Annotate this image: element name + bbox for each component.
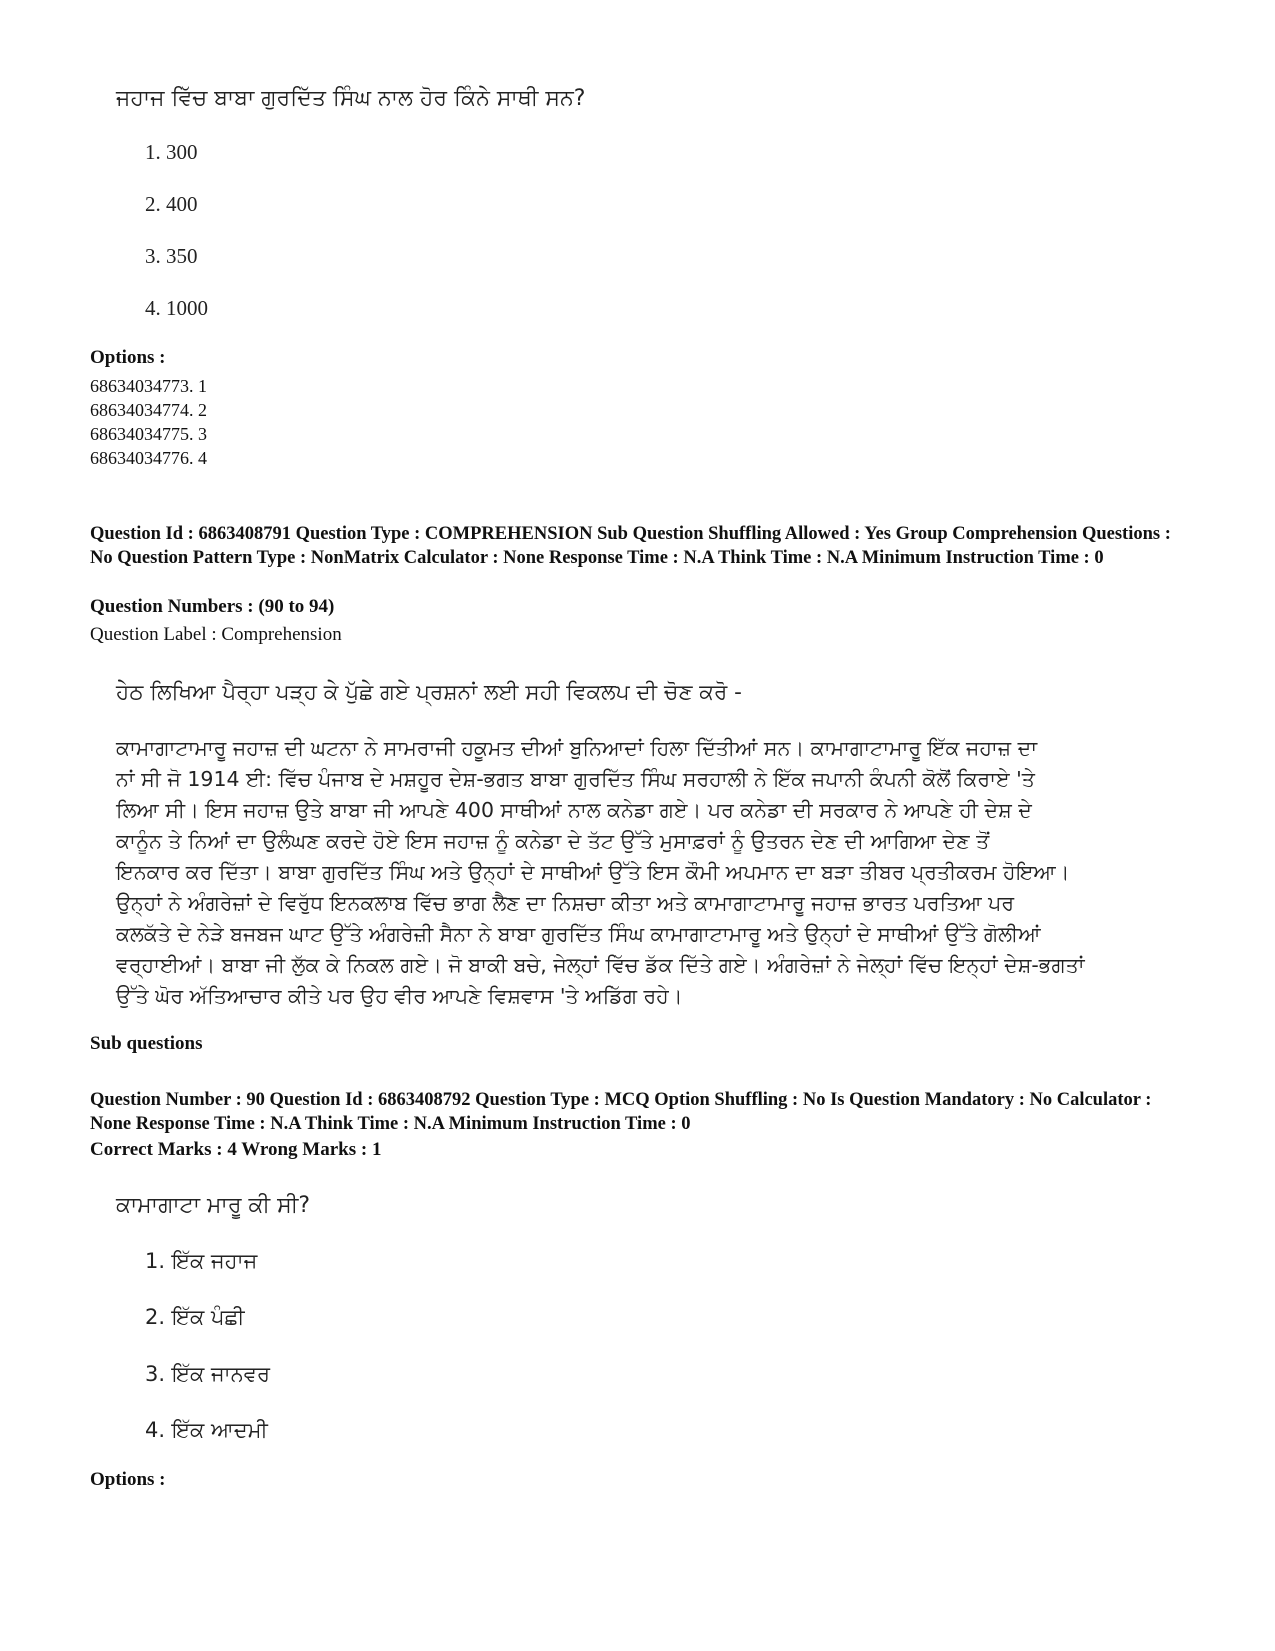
passage-line: ਕਾਨੂੰਨ ਤੇ ਨਿਆਂ ਦਾ ਉਲੰਘਣ ਕਰਦੇ ਹੋਏ ਇਸ ਜਹਾਜ਼ ਨੂੰ ਕਨੇਡਾ ਦੇ ਤੱਟ ਉੱਤੇ ਮੁਸਾਫ਼ਰਾਂ ਨੂੰ ਉਤਰਨ ਦੇਣ ਦੀ ਆਗਿਆ ਦੇਣ ਤੋਂ: [116, 829, 990, 853]
options-label: Options :: [90, 1469, 166, 1490]
question-label: Question Label : Comprehension: [90, 624, 342, 645]
choice-3: 3. ਇੱਕ ਜਾਨਵਰ: [145, 1362, 270, 1386]
marks-info: Correct Marks : 4 Wrong Marks : 1: [90, 1139, 382, 1160]
question-text: ਕਾਮਾਗਾਟਾ ਮਾਰੂ ਕੀ ਸੀ?: [116, 1193, 311, 1218]
choice-4: 4. 1000: [145, 296, 208, 320]
choice-2: 2. 400: [145, 192, 198, 216]
choice-2: 2. ਇੱਕ ਪੰਛੀ: [145, 1305, 245, 1329]
choice-1: 1. 300: [145, 140, 198, 164]
passage-instruction: ਹੇਠ ਲਿਖਿਆ ਪੈਰ੍ਹਾ ਪੜ੍ਹ ਕੇ ਪੁੱਛੇ ਗਏ ਪ੍ਰਸ਼ਨਾਂ ਲਈ ਸਹੀ ਵਿਕਲਪ ਦੀ ਚੋਣ ਕਰੋ -: [116, 680, 742, 705]
passage-line: ਕਾਮਾਗਾਟਾਮਾਰੂ ਜਹਾਜ਼ ਦੀ ਘਟਨਾ ਨੇ ਸਾਮਰਾਜੀ ਹਕੂਮਤ ਦੀਆਂ ਬੁਨਿਆਦਾਂ ਹਿਲਾ ਦਿੱਤੀਆਂ ਸਨ। ਕਾਮਾਗਾਟਾਮਾਰੂ ਇੱਕ ਜਹਾਜ਼ ਦਾ: [116, 736, 1038, 760]
choice-1: 1. ਇੱਕ ਜਹਾਜ: [145, 1249, 258, 1273]
choice-4: 4. ਇੱਕ ਆਦਮੀ: [145, 1418, 268, 1442]
options-label: Options :: [90, 347, 166, 368]
passage-line: ਨਾਂ ਸੀ ਜੋ 1914 ਈ: ਵਿੱਚ ਪੰਜਾਬ ਦੇ ਮਸ਼ਹੂਰ ਦੇਸ਼-ਭਗਤ ਬਾਬਾ ਗੁਰਦਿੱਤ ਸਿੰਘ ਸਰਹਾਲੀ ਨੇ ਇੱਕ ਜਪਾਨੀ ਕੰਪਨੀ ਕੋਲੋਂ ਕਿਰਾਏ 'ਤੇ: [116, 767, 1035, 791]
option-id: 68634034773. 1: [90, 376, 207, 396]
option-id: 68634034776. 4: [90, 448, 207, 468]
question-numbers: Question Numbers : (90 to 94): [90, 596, 335, 617]
choice-3: 3. 350: [145, 244, 198, 268]
passage-line: ਵਰ੍ਹਾਈਆਂ। ਬਾਬਾ ਜੀ ਲੁੱਕ ਕੇ ਨਿਕਲ ਗਏ। ਜੋ ਬਾਕੀ ਬਚੇ, ਜੇਲ੍ਹਾਂ ਵਿੱਚ ਡੱਕ ਦਿੱਤੇ ਗਏ। ਅੰਗਰੇਜ਼ਾਂ ਨੇ ਜੇਲ੍ਹਾਂ ਵਿੱਚ ਇਨ੍ਹਾਂ ਦੇਸ਼-ਭਗਤਾਂ: [116, 953, 1085, 977]
group-metadata: Question Id : 6863408791 Question Type : COMPREHENSION Sub Question Shuffling Allowed : Yes Group Comprehension Questions : No Question Pattern Type : NonMatrix Calculator : None Response Time : N.A Think Time : N.A Minimum Instruction Time : 0: [90, 524, 1171, 568]
passage-line: ਉਨ੍ਹਾਂ ਨੇ ਅੰਗਰੇਜ਼ਾਂ ਦੇ ਵਿਰੁੱਧ ਇਨਕਲਾਬ ਵਿੱਚ ਭਾਗ ਲੈਣ ਦਾ ਨਿਸ਼ਚਾ ਕੀਤਾ ਅਤੇ ਕਾਮਾਗਾਟਾਮਾਰੂ ਜਹਾਜ਼ ਭਾਰਤ ਪਰਤਿਆ ਪਰ: [116, 891, 1015, 915]
option-id: 68634034775. 3: [90, 424, 207, 444]
comprehension-passage: [116, 733, 1176, 1012]
passage-line: ਉੱਤੇ ਘੋਰ ਅੱਤਿਆਚਾਰ ਕੀਤੇ ਪਰ ਉਹ ਵੀਰ ਆਪਣੇ ਵਿਸ਼ਵਾਸ 'ਤੇ ਅਡਿੱਗ ਰਹੇ।: [116, 984, 683, 1008]
sub-questions-heading: Sub questions: [90, 1033, 203, 1054]
passage-line: ਇਨਕਾਰ ਕਰ ਦਿੱਤਾ। ਬਾਬਾ ਗੁਰਦਿੱਤ ਸਿੰਘ ਅਤੇ ਉਨ੍ਹਾਂ ਦੇ ਸਾਥੀਆਂ ਉੱਤੇ ਇਸ ਕੌਮੀ ਅਪਮਾਨ ਦਾ ਬੜਾ ਤੀਬਰ ਪ੍ਰਤੀਕਰਮ ਹੋਇਆ।: [116, 860, 1070, 884]
passage-line: ਲਿਆ ਸੀ। ਇਸ ਜਹਾਜ਼ ਉਤੇ ਬਾਬਾ ਜੀ ਆਪਣੇ 400 ਸਾਥੀਆਂ ਨਾਲ ਕਨੇਡਾ ਗਏ। ਪਰ ਕਨੇਡਾ ਦੀ ਸਰਕਾਰ ਨੇ ਆਪਣੇ ਹੀ ਦੇਸ਼ ਦੇ: [116, 798, 1032, 822]
option-id: 68634034774. 2: [90, 400, 207, 420]
question-metadata: Question Number : 90 Question Id : 6863408792 Question Type : MCQ Option Shuffling : No Is Question Mandatory : No Calculator : None Response Time : N.A Think Time : N.A Minimum Instruction Time : 0: [90, 1090, 1152, 1134]
question-text: ਜਹਾਜ ਵਿੱਚ ਬਾਬਾ ਗੁਰਦਿੱਤ ਸਿੰਘ ਨਾਲ ਹੋਰ ਕਿੰਨੇ ਸਾਥੀ ਸਨ?: [116, 86, 586, 111]
option-id-list: [90, 374, 207, 470]
passage-line: ਕਲਕੱਤੇ ਦੇ ਨੇੜੇ ਬਜਬਜ ਘਾਟ ਉੱਤੇ ਅੰਗਰੇਜ਼ੀ ਸੈਨਾ ਨੇ ਬਾਬਾ ਗੁਰਦਿੱਤ ਸਿੰਘ ਕਾਮਾਗਾਟਾਮਾਰੂ ਅਤੇ ਉਨ੍ਹਾਂ ਦੇ ਸਾਥੀਆਂ ਉੱਤੇ ਗੋਲੀਆਂ: [116, 922, 1041, 946]
